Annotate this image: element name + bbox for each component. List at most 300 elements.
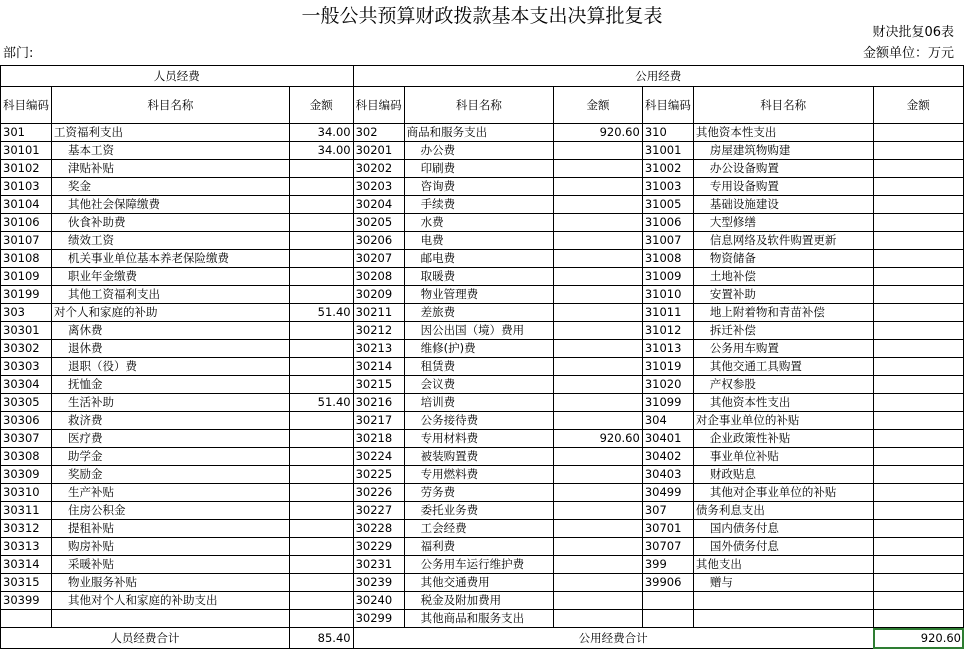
subject-amount [289, 430, 353, 448]
table-row [1, 196, 964, 214]
subject-amount [554, 394, 643, 412]
subject-code: 30302 [1, 340, 52, 358]
subject-name: 福利费 [404, 538, 554, 556]
subject-amount [289, 214, 353, 232]
subject-name: 印刷费 [404, 160, 554, 178]
header-code: 科目编码 [1, 87, 52, 124]
subject-name: 大型修缮 [693, 214, 873, 232]
subject-code: 30216 [353, 394, 404, 412]
subject-code: 30205 [353, 214, 404, 232]
subject-amount [873, 556, 963, 574]
subject-code: 30701 [642, 520, 693, 538]
subject-amount [873, 304, 963, 322]
subject-name: 奖励金 [52, 466, 290, 484]
subject-name: 提租补贴 [52, 520, 290, 538]
subject-name: 工会经费 [404, 520, 554, 538]
subject-code: 30218 [353, 430, 404, 448]
table-row [1, 286, 964, 304]
subject-name: 维修(护)费 [404, 340, 554, 358]
subject-amount [289, 556, 353, 574]
subject-amount [554, 466, 643, 484]
subject-name: 会议费 [404, 376, 554, 394]
subject-amount: 920.60 [554, 124, 643, 142]
subject-amount [873, 394, 963, 412]
subject-code: 30307 [1, 430, 52, 448]
subject-name: 国内债务付息 [693, 520, 873, 538]
subject-code: 31010 [642, 286, 693, 304]
subject-name: 其他支出 [693, 556, 873, 574]
subject-code: 30228 [353, 520, 404, 538]
subject-name: 基础设施建设 [693, 196, 873, 214]
subject-code [642, 610, 693, 628]
header-name: 科目名称 [693, 87, 873, 124]
subject-amount [873, 592, 963, 610]
subject-name: 公务用车运行维护费 [404, 556, 554, 574]
subject-amount [289, 250, 353, 268]
subject-amount [289, 574, 353, 592]
subject-name: 因公出国（境）费用 [404, 322, 554, 340]
subject-amount [873, 448, 963, 466]
budget-table [0, 65, 964, 649]
subject-code: 30104 [1, 196, 52, 214]
header-amount: 金额 [289, 87, 353, 124]
subject-name: 生活补助 [52, 394, 290, 412]
subject-code: 31002 [642, 160, 693, 178]
subject-name: 办公设备购置 [693, 160, 873, 178]
subject-code [1, 610, 52, 628]
subject-code: 31012 [642, 322, 693, 340]
table-row [1, 160, 964, 178]
table-row [1, 232, 964, 250]
subject-code: 31099 [642, 394, 693, 412]
subject-amount [289, 412, 353, 430]
subject-amount [289, 502, 353, 520]
table-row [1, 178, 964, 196]
subject-amount [554, 286, 643, 304]
table-row [1, 484, 964, 502]
subject-amount [554, 178, 643, 196]
subject-amount [873, 250, 963, 268]
subject-name: 咨询费 [404, 178, 554, 196]
subject-amount [554, 160, 643, 178]
subject-amount [554, 214, 643, 232]
table-row [1, 304, 964, 322]
subject-code: 30306 [1, 412, 52, 430]
subject-code: 31003 [642, 178, 693, 196]
header-name: 科目名称 [52, 87, 290, 124]
personnel-total-amount: 85.40 [289, 628, 353, 649]
subject-code: 30212 [353, 322, 404, 340]
subject-code: 30308 [1, 448, 52, 466]
subject-amount [873, 340, 963, 358]
subject-amount [554, 412, 643, 430]
subject-name: 赠与 [693, 574, 873, 592]
subject-code: 30402 [642, 448, 693, 466]
subject-code: 31007 [642, 232, 693, 250]
subject-code: 30299 [353, 610, 404, 628]
subject-name: 安置补助 [693, 286, 873, 304]
subject-code: 30239 [353, 574, 404, 592]
subject-name: 其他资本性支出 [693, 394, 873, 412]
subject-code: 30301 [1, 322, 52, 340]
table-row [1, 592, 964, 610]
subject-name: 邮电费 [404, 250, 554, 268]
subject-name: 土地补偿 [693, 268, 873, 286]
subject-code: 31019 [642, 358, 693, 376]
subject-amount [873, 214, 963, 232]
subject-amount [873, 358, 963, 376]
subject-code: 30109 [1, 268, 52, 286]
subject-amount [289, 448, 353, 466]
table-row [1, 466, 964, 484]
subject-amount [873, 466, 963, 484]
subject-code: 30199 [1, 286, 52, 304]
subject-code: 30311 [1, 502, 52, 520]
subject-amount [554, 448, 643, 466]
subject-name: 其他对企事业单位的补贴 [693, 484, 873, 502]
subject-code: 307 [642, 502, 693, 520]
subject-amount [873, 610, 963, 628]
subject-name: 救济费 [52, 412, 290, 430]
subject-name: 离休费 [52, 322, 290, 340]
subject-code: 30229 [353, 538, 404, 556]
subject-code: 30313 [1, 538, 52, 556]
subject-amount [554, 502, 643, 520]
table-row [1, 214, 964, 232]
subject-code: 30204 [353, 196, 404, 214]
subject-code: 30304 [1, 376, 52, 394]
subject-amount [554, 304, 643, 322]
subject-amount [289, 232, 353, 250]
subject-code: 310 [642, 124, 693, 142]
subject-amount [289, 268, 353, 286]
subject-name: 电费 [404, 232, 554, 250]
subject-amount [554, 196, 643, 214]
subject-amount [873, 484, 963, 502]
subject-code: 30211 [353, 304, 404, 322]
table-row [1, 430, 964, 448]
header-code: 科目编码 [642, 87, 693, 124]
header-amount: 金额 [554, 87, 643, 124]
subject-name: 退职（役）费 [52, 358, 290, 376]
subject-amount [289, 160, 353, 178]
subject-code: 30209 [353, 286, 404, 304]
subject-code: 30107 [1, 232, 52, 250]
subject-name: 助学金 [52, 448, 290, 466]
subject-code: 303 [1, 304, 52, 322]
subject-amount [554, 250, 643, 268]
subject-amount [289, 466, 353, 484]
subject-code: 30226 [353, 484, 404, 502]
subject-name: 职业年金缴费 [52, 268, 290, 286]
subject-name: 产权参股 [693, 376, 873, 394]
subject-code: 30201 [353, 142, 404, 160]
subject-code: 30102 [1, 160, 52, 178]
subject-code: 31013 [642, 340, 693, 358]
subject-name: 差旅费 [404, 304, 554, 322]
subject-name: 其他社会保障缴费 [52, 196, 290, 214]
subject-code: 30303 [1, 358, 52, 376]
subject-code: 30499 [642, 484, 693, 502]
subject-code: 30103 [1, 178, 52, 196]
subject-code: 30401 [642, 430, 693, 448]
subject-amount [289, 484, 353, 502]
subject-code: 30312 [1, 520, 52, 538]
subject-code: 399 [642, 556, 693, 574]
subject-amount [554, 484, 643, 502]
subject-name: 伙食补助费 [52, 214, 290, 232]
subject-name: 事业单位补贴 [693, 448, 873, 466]
subject-amount [289, 340, 353, 358]
subject-name [52, 610, 290, 628]
subject-code: 39906 [642, 574, 693, 592]
form-number: 财决批复06表 [872, 25, 954, 40]
subject-name: 企业政策性补贴 [693, 430, 873, 448]
subject-name: 物业服务补贴 [52, 574, 290, 592]
subject-name: 劳务费 [404, 484, 554, 502]
subject-code: 31008 [642, 250, 693, 268]
subject-amount [289, 286, 353, 304]
subject-code: 302 [353, 124, 404, 142]
subject-name: 债务利息支出 [693, 502, 873, 520]
subject-name: 工资福利支出 [52, 124, 290, 142]
totals-row [1, 628, 964, 649]
subject-code: 30310 [1, 484, 52, 502]
table-row [1, 520, 964, 538]
subject-name: 基本工资 [52, 142, 290, 160]
subject-amount [554, 520, 643, 538]
subject-amount [289, 358, 353, 376]
subject-name: 住房公积金 [52, 502, 290, 520]
subject-name: 取暖费 [404, 268, 554, 286]
subject-amount: 51.40 [289, 394, 353, 412]
subject-amount [554, 322, 643, 340]
subject-code: 30403 [642, 466, 693, 484]
subject-name: 专用燃料费 [404, 466, 554, 484]
subject-amount [289, 178, 353, 196]
subject-code: 30707 [642, 538, 693, 556]
subject-name: 其他工资福利支出 [52, 286, 290, 304]
subject-amount [873, 196, 963, 214]
subject-amount [873, 322, 963, 340]
personnel-total-label: 人员经费合计 [1, 628, 290, 649]
subject-name: 被装购置费 [404, 448, 554, 466]
subject-code: 30215 [353, 376, 404, 394]
subject-name: 医疗费 [52, 430, 290, 448]
subject-code: 31011 [642, 304, 693, 322]
subject-code: 30399 [1, 592, 52, 610]
subject-amount [289, 520, 353, 538]
table-row [1, 394, 964, 412]
public-total-amount[interactable]: 920.60 [873, 628, 963, 649]
subject-name: 地上附着物和青苗补偿 [693, 304, 873, 322]
subject-amount [873, 430, 963, 448]
subject-amount [554, 142, 643, 160]
subject-amount [873, 286, 963, 304]
section-personnel: 人员经费 [1, 66, 354, 87]
subject-code: 31006 [642, 214, 693, 232]
subject-amount: 34.00 [289, 124, 353, 142]
subject-name: 其他交通工具购置 [693, 358, 873, 376]
report-title: 一般公共预算财政拨款基本支出决算批复表 [301, 5, 663, 27]
subject-name: 公务用车购置 [693, 340, 873, 358]
subject-amount [554, 376, 643, 394]
subject-name: 办公费 [404, 142, 554, 160]
subject-code: 30231 [353, 556, 404, 574]
table-row [1, 538, 964, 556]
header-amount: 金额 [873, 87, 963, 124]
subject-name: 抚恤金 [52, 376, 290, 394]
subject-name: 房屋建筑物购建 [693, 142, 873, 160]
subject-code: 30227 [353, 502, 404, 520]
subject-amount [873, 376, 963, 394]
subject-amount [289, 322, 353, 340]
subject-name: 其他资本性支出 [693, 124, 873, 142]
subject-amount [873, 142, 963, 160]
subject-name: 绩效工资 [52, 232, 290, 250]
subject-code: 31009 [642, 268, 693, 286]
subject-name: 专用材料费 [404, 430, 554, 448]
subject-amount [873, 124, 963, 142]
subject-code: 30203 [353, 178, 404, 196]
subject-amount [554, 538, 643, 556]
subject-code: 30202 [353, 160, 404, 178]
subject-name: 委托业务费 [404, 502, 554, 520]
table-row [1, 358, 964, 376]
table-row [1, 340, 964, 358]
subject-amount [554, 574, 643, 592]
subject-code: 30207 [353, 250, 404, 268]
subject-name: 奖金 [52, 178, 290, 196]
subject-amount [554, 268, 643, 286]
subject-amount [554, 358, 643, 376]
subject-amount [873, 502, 963, 520]
subject-amount [554, 592, 643, 610]
subject-amount [289, 538, 353, 556]
subject-amount [554, 340, 643, 358]
table-row [1, 574, 964, 592]
subject-amount [873, 574, 963, 592]
subject-name: 拆迁补偿 [693, 322, 873, 340]
subject-name: 其他商品和服务支出 [404, 610, 554, 628]
table-row [1, 250, 964, 268]
subject-amount [873, 232, 963, 250]
subject-amount [554, 232, 643, 250]
subject-name: 税金及附加费用 [404, 592, 554, 610]
table-row [1, 376, 964, 394]
subject-code: 30224 [353, 448, 404, 466]
subject-name [693, 592, 873, 610]
subject-amount [873, 178, 963, 196]
header-name: 科目名称 [404, 87, 554, 124]
subject-code: 30214 [353, 358, 404, 376]
subject-amount [873, 268, 963, 286]
table-row [1, 322, 964, 340]
section-public: 公用经费 [353, 66, 963, 87]
subject-code: 30240 [353, 592, 404, 610]
subject-code: 30217 [353, 412, 404, 430]
subject-name: 机关事业单位基本养老保险缴费 [52, 250, 290, 268]
subject-code: 31001 [642, 142, 693, 160]
department-label: 部门: [3, 46, 34, 61]
subject-amount [289, 592, 353, 610]
header-code: 科目编码 [353, 87, 404, 124]
subject-name: 津贴补贴 [52, 160, 290, 178]
subject-name: 物业管理费 [404, 286, 554, 304]
amount-unit: 金额单位：万元 [862, 46, 954, 61]
subject-name: 信息网络及软件购置更新 [693, 232, 873, 250]
table-row [1, 268, 964, 286]
subject-amount [873, 538, 963, 556]
subject-amount [873, 160, 963, 178]
table-row [1, 448, 964, 466]
subject-amount: 920.60 [554, 430, 643, 448]
subject-amount [289, 610, 353, 628]
subject-code: 31005 [642, 196, 693, 214]
subject-code: 30106 [1, 214, 52, 232]
subject-name: 其他对个人和家庭的补助支出 [52, 592, 290, 610]
subject-name: 对个人和家庭的补助 [52, 304, 290, 322]
subject-name: 其他交通费用 [404, 574, 554, 592]
table-row [1, 502, 964, 520]
subject-name: 物资储备 [693, 250, 873, 268]
subject-code [642, 592, 693, 610]
subject-name: 培训费 [404, 394, 554, 412]
subject-amount [289, 196, 353, 214]
subject-name: 生产补贴 [52, 484, 290, 502]
table-row [1, 142, 964, 160]
subject-name [693, 610, 873, 628]
subject-name: 采暖补贴 [52, 556, 290, 574]
subject-code: 30315 [1, 574, 52, 592]
subject-name: 租赁费 [404, 358, 554, 376]
subject-name: 国外债务付息 [693, 538, 873, 556]
subject-amount: 51.40 [289, 304, 353, 322]
subject-code: 301 [1, 124, 52, 142]
subject-amount [289, 376, 353, 394]
subject-amount [554, 556, 643, 574]
subject-code: 30206 [353, 232, 404, 250]
subject-name: 财政贴息 [693, 466, 873, 484]
subject-code: 30208 [353, 268, 404, 286]
subject-code: 30101 [1, 142, 52, 160]
subject-code: 30309 [1, 466, 52, 484]
subject-name: 对企事业单位的补贴 [693, 412, 873, 430]
subject-code: 30225 [353, 466, 404, 484]
subject-code: 30213 [353, 340, 404, 358]
subject-name: 手续费 [404, 196, 554, 214]
subject-code: 30108 [1, 250, 52, 268]
subject-name: 退休费 [52, 340, 290, 358]
public-total-label: 公用经费合计 [353, 628, 873, 649]
table-row [1, 412, 964, 430]
subject-amount [873, 412, 963, 430]
subject-amount [873, 520, 963, 538]
subject-name: 专用设备购置 [693, 178, 873, 196]
table-row [1, 610, 964, 628]
subject-name: 购房补贴 [52, 538, 290, 556]
subject-name: 公务接待费 [404, 412, 554, 430]
subject-code: 30305 [1, 394, 52, 412]
subject-amount [554, 610, 643, 628]
subject-amount: 34.00 [289, 142, 353, 160]
table-row [1, 124, 964, 142]
subject-code: 304 [642, 412, 693, 430]
table-row [1, 556, 964, 574]
subject-name: 商品和服务支出 [404, 124, 554, 142]
subject-code: 30314 [1, 556, 52, 574]
subject-code: 31020 [642, 376, 693, 394]
